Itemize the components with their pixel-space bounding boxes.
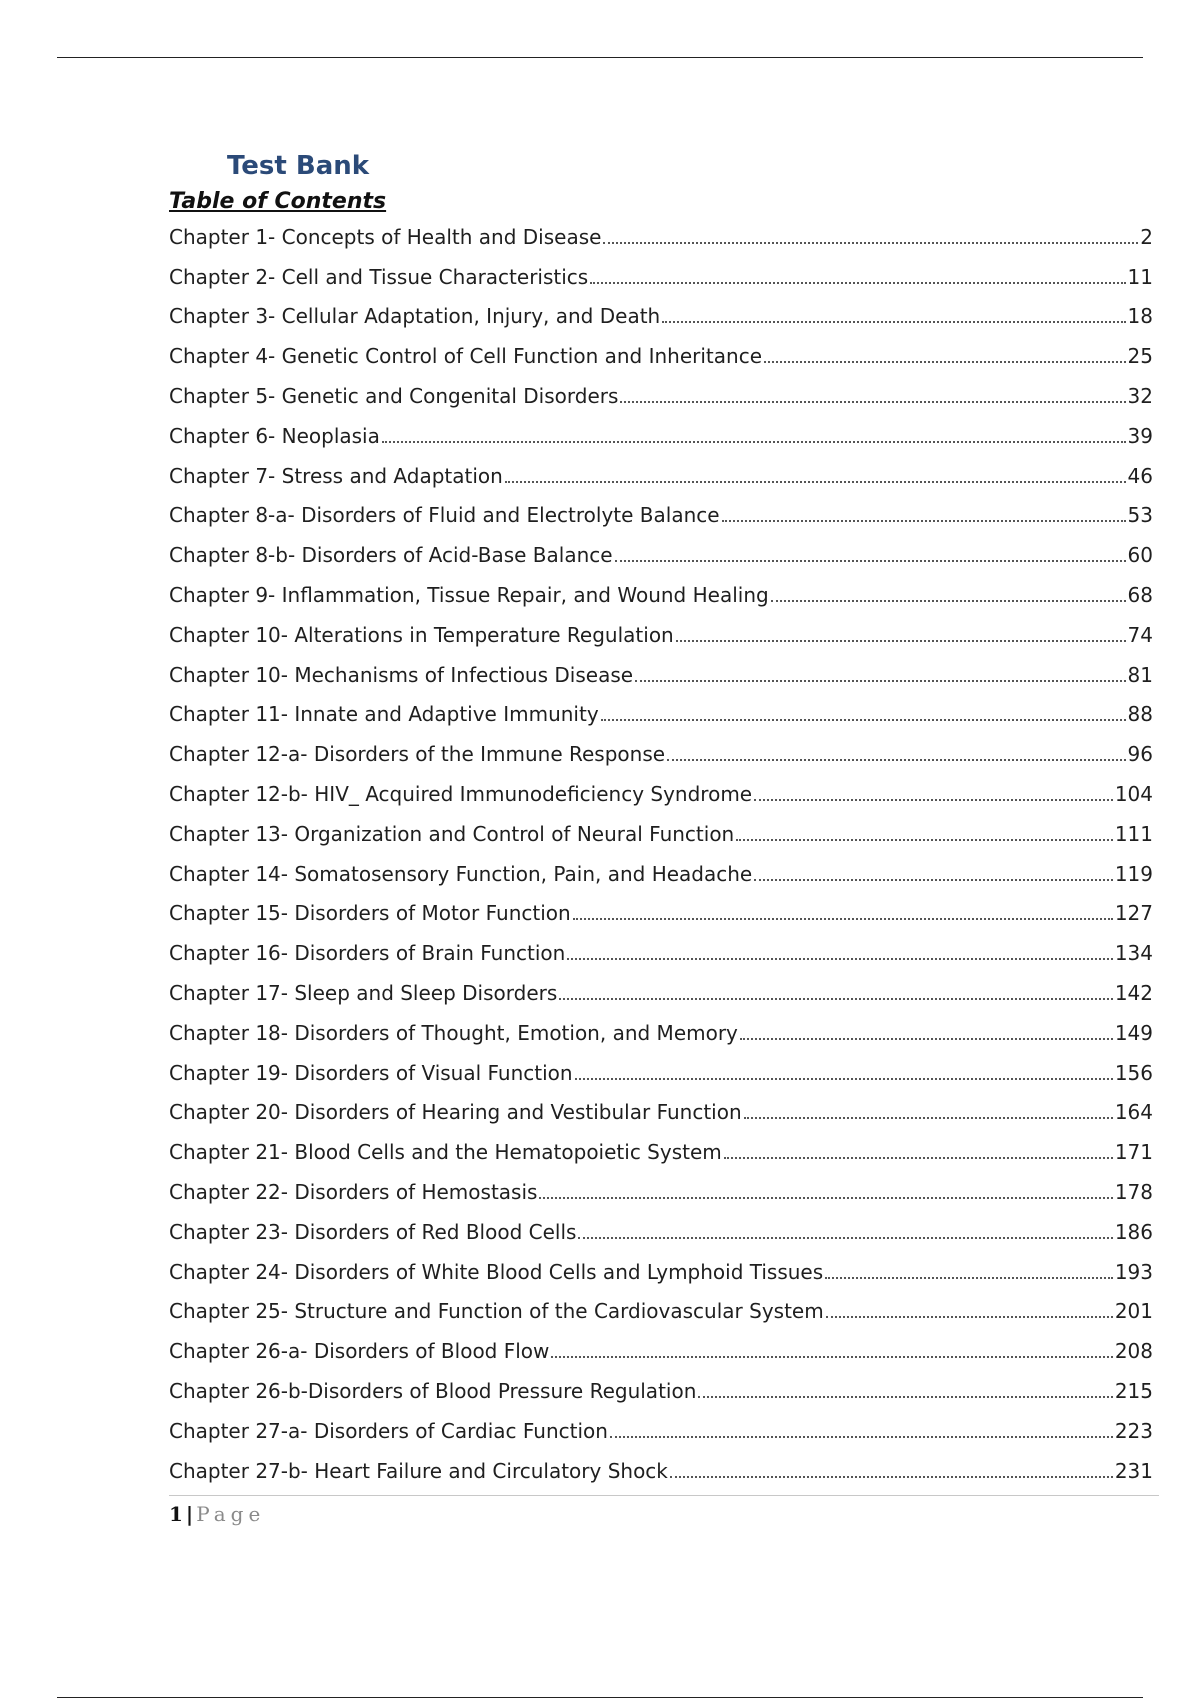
toc-dot-leader [610,1436,1113,1438]
toc-entry[interactable] [169,1013,1153,1053]
toc-entry-page: 18 [1127,304,1153,329]
toc-entry-title: Chapter 20- Disorders of Hearing and Vestibular Function [169,1100,742,1125]
toc-entry-page: 32 [1127,383,1153,408]
toc-entry-title: Chapter 10- Alterations in Temperature Regulation [169,622,674,647]
toc-entry-title: Chapter 6- Neoplasia [169,423,380,448]
toc-dot-leader [575,1078,1113,1080]
toc-entry[interactable] [169,297,1153,337]
toc-dot-leader [744,1117,1113,1119]
toc-dot-leader [754,799,1113,801]
toc-dot-leader [635,680,1126,682]
toc-entry[interactable] [169,575,1153,615]
toc-entry-page: 215 [1114,1378,1153,1403]
toc-entry[interactable] [169,1331,1153,1371]
toc-entry[interactable] [169,933,1153,973]
toc-entry-title: Chapter 26-a- Disorders of Blood Flow [169,1339,550,1364]
toc-entry[interactable] [169,774,1153,814]
toc-entry[interactable] [169,1451,1153,1491]
toc-entry[interactable] [169,695,1153,735]
toc-entry[interactable] [169,1411,1153,1451]
toc-entry-title: Chapter 5- Genetic and Congenital Disorders [169,383,619,408]
toc-entry[interactable] [169,416,1153,456]
toc-entry-title: Chapter 12-a- Disorders of the Immune Response [169,742,666,767]
toc-entry-title: Chapter 24- Disorders of White Blood Cells and Lymphoid Tissues [169,1259,824,1284]
toc-entry-page: 231 [1114,1458,1153,1483]
toc-entry[interactable] [169,973,1153,1013]
toc-entry-title: Chapter 18- Disorders of Thought, Emotion, and Memory [169,1020,738,1045]
toc-entry[interactable] [169,1132,1153,1172]
toc-entry[interactable] [169,734,1153,774]
header-rule [57,57,1143,58]
toc-dot-leader [698,1396,1112,1398]
toc-entry-title: Chapter 17- Sleep and Sleep Disorders [169,980,558,1005]
toc-entry-page: 149 [1114,1020,1153,1045]
toc-entry-page: 164 [1114,1100,1153,1125]
toc-dot-leader [740,1038,1113,1040]
toc-dot-leader [670,1476,1113,1478]
toc-dot-leader [667,759,1126,761]
toc-entry-page: 193 [1114,1259,1153,1284]
toc-entry-page: 127 [1114,901,1153,926]
toc-entry[interactable] [169,336,1153,376]
toc-entry-title: Chapter 3- Cellular Adaptation, Injury, and Death [169,304,661,329]
toc-entry-title: Chapter 12-b- HIV_ Acquired Immunodeficiency Syndrome [169,781,753,806]
toc-entry[interactable] [169,257,1153,297]
toc-entry-title: Chapter 27-a- Disorders of Cardiac Function [169,1418,608,1443]
toc-entry-page: 68 [1127,582,1153,607]
page-title: Test Bank [227,151,370,181]
toc-entry-page: 201 [1114,1299,1153,1324]
toc-entry[interactable] [169,615,1153,655]
toc-entry-title: Chapter 22- Disorders of Hemostasis [169,1179,538,1204]
toc-entry-title: Chapter 14- Somatosensory Function, Pain, and Headache [169,861,753,886]
toc-entry-title: Chapter 9- Inflammation, Tissue Repair, and Wound Healing [169,582,769,607]
toc-entry-page: 53 [1127,503,1153,528]
toc-entry-page: 142 [1114,980,1153,1005]
toc-dot-leader [603,242,1138,244]
toc-dot-leader [505,481,1126,483]
toc-entry-page: 134 [1114,941,1153,966]
toc-entry[interactable] [169,1053,1153,1093]
toc-dot-leader [567,958,1112,960]
table-of-contents [169,217,1153,1491]
toc-dot-leader [559,998,1113,1000]
toc-dot-leader [754,879,1113,881]
toc-entry[interactable] [169,496,1153,536]
toc-entry[interactable] [169,655,1153,695]
toc-entry[interactable] [169,814,1153,854]
toc-entry-page: 81 [1127,662,1153,687]
toc-entry[interactable] [169,1093,1153,1133]
toc-dot-leader [764,361,1126,363]
toc-entry-page: 11 [1127,264,1153,289]
toc-heading: Table of Contents [169,189,387,214]
toc-dot-leader [615,560,1126,562]
bottom-rule [57,1697,1143,1698]
page-number: 1 [169,1502,183,1526]
toc-entry-title: Chapter 1- Concepts of Health and Disease [169,224,602,249]
toc-entry[interactable] [169,1252,1153,1292]
toc-entry-page: 88 [1127,702,1153,727]
toc-entry-title: Chapter 21- Blood Cells and the Hematopoietic System [169,1140,722,1165]
toc-entry-title: Chapter 25- Structure and Function of the Cardiovascular System [169,1299,824,1324]
toc-entry-page: 111 [1114,821,1153,846]
toc-entry-page: 46 [1127,463,1153,488]
toc-entry-title: Chapter 11- Innate and Adaptive Immunity [169,702,599,727]
toc-dot-leader [551,1356,1112,1358]
toc-entry-page: 208 [1114,1339,1153,1364]
toc-entry-page: 171 [1114,1140,1153,1165]
toc-dot-leader [601,719,1126,721]
toc-dot-leader [722,520,1126,522]
toc-entry-page: 119 [1114,861,1153,886]
toc-entry-page: 223 [1114,1418,1153,1443]
toc-entry-page: 96 [1127,742,1153,767]
toc-entry-page: 186 [1114,1219,1153,1244]
toc-entry-title: Chapter 15- Disorders of Motor Function [169,901,571,926]
toc-entry-title: Chapter 13- Organization and Control of Neural Function [169,821,735,846]
toc-entry-title: Chapter 26-b-Disorders of Blood Pressure Regulation [169,1378,697,1403]
toc-dot-leader [826,1316,1113,1318]
toc-entry-page: 104 [1114,781,1153,806]
toc-entry[interactable] [169,894,1153,934]
page-footer [169,1500,265,1528]
toc-entry[interactable] [169,376,1153,416]
toc-entry-page: 178 [1114,1179,1153,1204]
toc-entry-title: Chapter 8-b- Disorders of Acid-Base Balance [169,543,613,568]
toc-dot-leader [573,918,1113,920]
toc-entry-page: 60 [1127,543,1153,568]
toc-entry-page: 156 [1114,1060,1153,1085]
toc-entry[interactable] [169,217,1153,257]
toc-dot-leader [382,441,1126,443]
footer-rule [169,1495,1159,1496]
toc-dot-leader [662,321,1125,323]
toc-entry-title: Chapter 10- Mechanisms of Infectious Disease [169,662,634,687]
toc-entry-title: Chapter 2- Cell and Tissue Characteristics [169,264,589,289]
toc-entry[interactable] [169,1292,1153,1332]
toc-entry[interactable] [169,456,1153,496]
toc-entry-title: Chapter 7- Stress and Adaptation [169,463,503,488]
toc-entry-title: Chapter 27-b- Heart Failure and Circulatory Shock [169,1458,668,1483]
toc-entry-page: 74 [1127,622,1153,647]
toc-entry-title: Chapter 23- Disorders of Red Blood Cells [169,1219,577,1244]
toc-dot-leader [590,282,1125,284]
page-label: Page [196,1502,266,1526]
toc-dot-leader [539,1197,1112,1199]
toc-entry-title: Chapter 4- Genetic Control of Cell Function and Inheritance [169,344,762,369]
toc-entry-page: 25 [1127,344,1153,369]
page-separator: | [185,1502,194,1526]
toc-entry[interactable] [169,1212,1153,1252]
toc-entry-page: 2 [1140,224,1153,249]
toc-dot-leader [724,1157,1113,1159]
toc-entry[interactable] [169,1172,1153,1212]
toc-entry-page: 39 [1127,423,1153,448]
toc-entry-title: Chapter 19- Disorders of Visual Function [169,1060,573,1085]
toc-entry[interactable] [169,535,1153,575]
toc-entry-title: Chapter 16- Disorders of Brain Function [169,941,566,966]
toc-dot-leader [578,1237,1112,1239]
toc-dot-leader [620,401,1125,403]
toc-entry[interactable] [169,854,1153,894]
toc-dot-leader [676,640,1126,642]
toc-dot-leader [736,839,1113,841]
toc-entry[interactable] [169,1371,1153,1411]
toc-entry-title: Chapter 8-a- Disorders of Fluid and Electrolyte Balance [169,503,720,528]
toc-dot-leader [825,1277,1113,1279]
toc-dot-leader [771,600,1126,602]
